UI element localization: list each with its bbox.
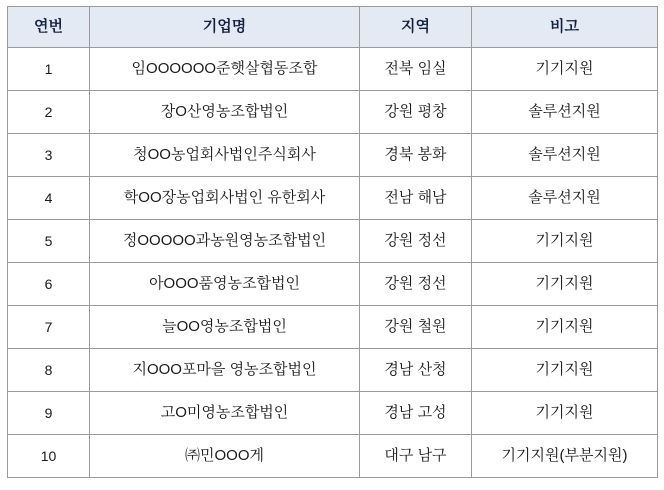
table-row [8,306,658,349]
cell-note: 솔루션지원 [472,91,658,134]
cell-note: 솔루션지원 [472,134,658,177]
cell-seq: 7 [8,306,90,349]
cell-name: 정OOOOO과농원영농조합법인 [90,220,360,263]
cell-note: 기기지원 [472,392,658,435]
cell-name: 임OOOOOO준햇살협동조합 [90,48,360,91]
cell-seq: 2 [8,91,90,134]
cell-name: 지OOO포마을 영농조합법인 [90,349,360,392]
table-row [8,220,658,263]
cell-note: 기기지원 [472,48,658,91]
cell-region: 강원 정선 [360,220,472,263]
company-list-table [7,6,658,478]
column-header-region: 지역 [360,7,472,48]
column-header-note: 비고 [472,7,658,48]
table-row [8,349,658,392]
cell-region: 강원 평창 [360,91,472,134]
cell-region: 전북 임실 [360,48,472,91]
cell-region: 경남 산청 [360,349,472,392]
column-header-seq: 연번 [8,7,90,48]
cell-region: 대구 남구 [360,435,472,478]
cell-note: 기기지원 [472,306,658,349]
table-row [8,48,658,91]
cell-seq: 3 [8,134,90,177]
cell-region: 경북 봉화 [360,134,472,177]
cell-name: 고O미영농조합법인 [90,392,360,435]
cell-seq: 8 [8,349,90,392]
cell-note: 기기지원(부분지원) [472,435,658,478]
table-row [8,392,658,435]
cell-region: 전남 해남 [360,177,472,220]
cell-name: 청OO농업회사법인주식회사 [90,134,360,177]
cell-note: 기기지원 [472,220,658,263]
cell-note: 기기지원 [472,349,658,392]
cell-name: 학OO장농업회사법인 유한회사 [90,177,360,220]
cell-name: 장O산영농조합법인 [90,91,360,134]
cell-seq: 1 [8,48,90,91]
table-row [8,435,658,478]
column-header-name: 기업명 [90,7,360,48]
cell-name: 늘OO영농조합법인 [90,306,360,349]
table-row [8,177,658,220]
table-row [8,134,658,177]
cell-region: 강원 정선 [360,263,472,306]
cell-seq: 10 [8,435,90,478]
table-row [8,91,658,134]
cell-region: 경남 고성 [360,392,472,435]
cell-seq: 6 [8,263,90,306]
table-header-row [8,7,658,48]
cell-seq: 4 [8,177,90,220]
cell-note: 기기지원 [472,263,658,306]
cell-region: 강원 철원 [360,306,472,349]
table-row [8,263,658,306]
cell-name: 아OOO품영농조합법인 [90,263,360,306]
cell-name: ㈜민OOO게 [90,435,360,478]
cell-seq: 5 [8,220,90,263]
table-header [8,7,658,48]
cell-note: 솔루션지원 [472,177,658,220]
cell-seq: 9 [8,392,90,435]
table-body [8,48,658,478]
